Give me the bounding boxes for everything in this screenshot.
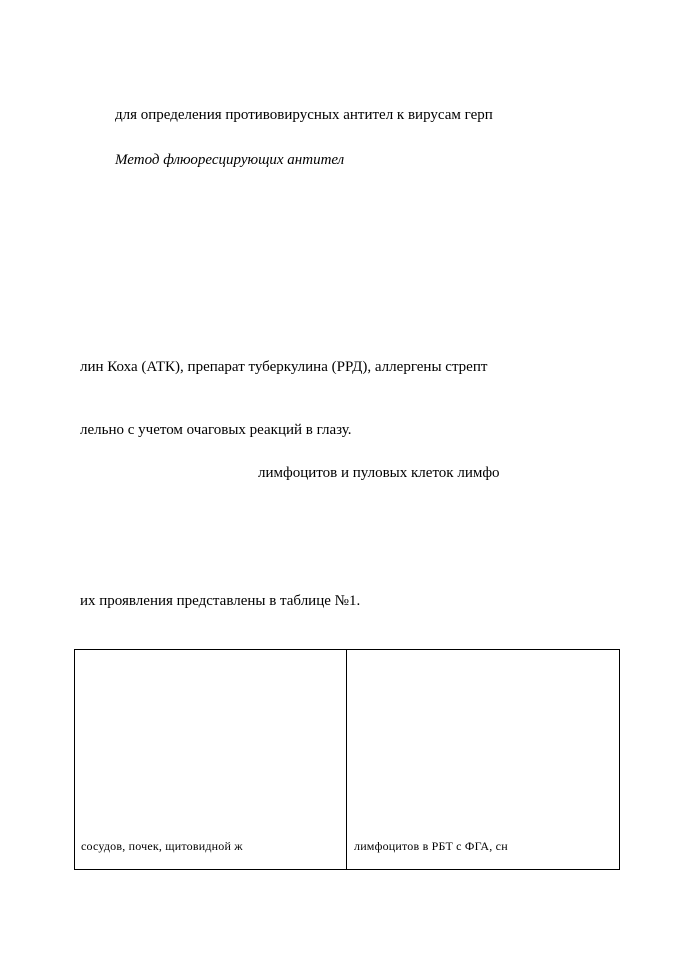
text-line-table-reference: их проявления представлены в таблице №1. (80, 593, 361, 609)
text-line-tuberculin: лин Коха (АТК), препарат туберкулина (РРД), аллергены стрепт (80, 359, 488, 375)
table-cell-right (347, 650, 619, 869)
table-cell-left-text: сосудов, почек, щитовидной ж (81, 839, 243, 853)
text-line-lymphocytes: лимфоцитов и пуловых клеток лимфо (258, 465, 500, 481)
table-cell-right-text: лимфоцитов в РБТ с ФГА, сн (354, 839, 508, 853)
text-line-antibodies: для определения противовирусных антител к вирусам герп (115, 107, 493, 123)
text-line-eye-reactions: лельно с учетом очаговых реакций в глазу. (80, 422, 352, 438)
table-cell-left (75, 650, 347, 869)
method-heading: Метод флюоресцирующих антител (115, 152, 345, 168)
table-1 (74, 649, 620, 870)
